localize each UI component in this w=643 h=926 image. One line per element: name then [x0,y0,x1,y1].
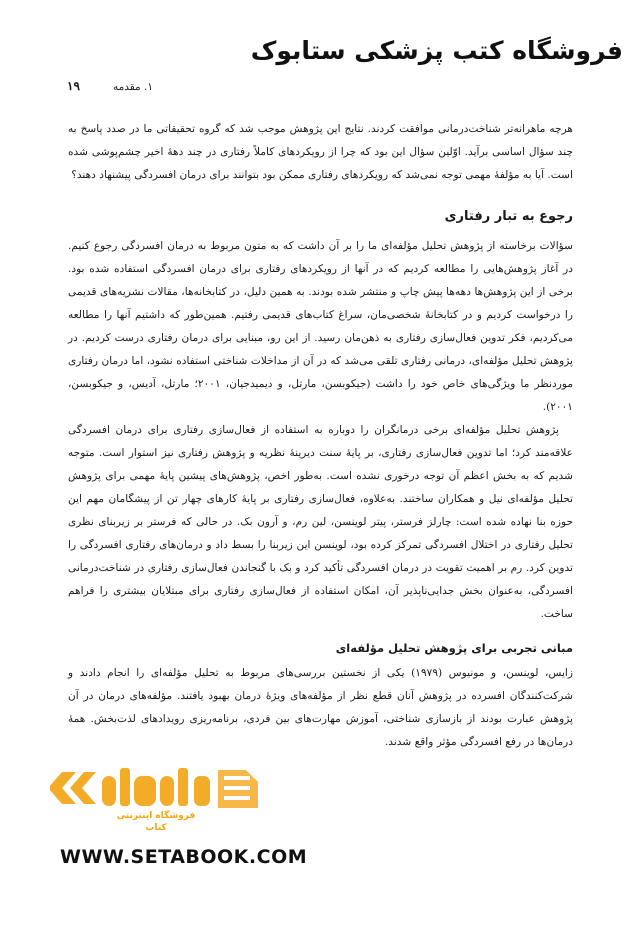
subsection-title-empirical-basis: مبانی تجربی برای پژوهش تحلیل مؤلفه‌ای [335,641,573,655]
chapter-label: ۱. مقدمه [112,81,153,93]
watermark-url: WWW.SETABOOK.COM [60,846,308,868]
watermark-tagline: فروشگاه اینترنتی کتاب [116,811,196,833]
page-number: ۱۹ [67,79,80,93]
running-head [73,80,153,94]
section1-paragraph-1: سؤالات برخاسته از پژوهش تحلیل مؤلفه‌ای ما را بر آن داشت که به متون مربوط به درمان افسردگی رجوع کنیم. در آغاز پژوهش‌هایی را مطالعه کردیم که در آنها از رویکردهای رفتاری برای درمان افسردگی استفاده شده بود. برخی از این پژوهش‌ها دهه‌ها پیش چاپ و منتشر شده بودند. به همین دلیل، در کتابخانه‌ها، مقالات نشریه‌های قدیمی را درخواست کردیم و در کتابخانهٔ شخصی‌مان، سراغ کتاب‌های قدیمی رفتیم. همین‌طور که داشتیم آنها را مطالعه می‌کردیم، فکر تدوین فعال‌سازی رفتاری به ذهن‌مان رسید. از این رو، مبنایی برای درمان رفتاری درست کردیم. در پژوهش تحلیل مؤلفه‌ای، درمانی رفتاری تلقی می‌شد که در آن از مداخلات شناختی استفاده نشود، اما درمان رفتاری موردنظر ما ویژگی‌های خاص خود را داشت (جیکوبسن، مارتل، و دیمیدجیان، ۲۰۰۱؛ مارتل، آدیس، و جیکوبسن، ۲۰۰۱). [68,240,573,413]
page-body [68,118,573,754]
section1-paragraph-2: پژوهش تحلیل مؤلفه‌ای برخی درمانگران را دوباره به استفاده از فعال‌سازی رفتاری برای درمان افسردگی علاقه‌مند کرد؛ اما تدوین فعال‌سازی رفتاری، بر پایهٔ سنت دیرینهٔ نظریه و پژوهش رفتاری نیز استوار است. متوجه شدیم که به بخش اعظم آن توجه درخوری نشده است. به‌طور اخص، پژوهش‌های پیشین پایهٔ مهمی برای پژوهش تحلیل مؤلفه‌ای نیل و همکاران ساختند. به‌علاوه، فعال‌سازی رفتاری بر پایهٔ کارهای چهار تن از پیشگامان مهم این حوزه بنا نهاده شده است: چارلز فرستر، پیتر لوینسن، لین رم، و آرون بک. در حالی که فرستر بر زیربنای نظری تحلیل رفتاری در اختلال افسردگی تمرکز کرده بود، لوینسن این زیربنا را بسط داد و درمان‌های رفتاری افسردگی را تدوین کرد. رم بر اهمیت تقویت در درمان افسردگی تأکید کرد و بک با گنجاندن فعال‌سازی رفتاری در شناخت‌درمانی افسردگی، به‌عنوان بخش جدایی‌ناپذیر آن، امکان استفاده از فعال‌سازی رفتاری برای مبتلایان بیشتری را فراهم ساخت. [68,424,573,620]
intro-paragraph: هرچه ماهرانه‌تر شناخت‌درمانی موافقت کردند. نتایج این پژوهش موجب شد که گروه تحقیقاتی ما در صدد پاسخ به چند سؤال اساسی برآید. اوّلین سؤال این بود که چرا از رویکردهای کاملاً رفتاری در چند دههٔ اخیر چشم‌پوشی شده است. آیا به مؤلفهٔ مهمی توجه نمی‌شد که رویکردهای رفتاری ممکن بود بتوانند برای درمان افسردگی پیشنهاد دهند؟ [68,123,573,181]
store-banner-title: فروشگاه کتب پزشکی ستابوک [250,36,623,65]
section2-paragraph-1: زایس، لوینسن، و مونیوس (۱۹۷۹) یکی از نخستین بررسی‌های مربوط به تحلیل مؤلفه‌ای را انجام دادند و شرکت‌کنندگان افسرده در پژوهش آنان قطع نظر از مؤلفه‌های ویژهٔ درمان بهبود یافتند. مؤلفه‌های درمان در آن پژوهش عبارت بودند از بازسازی شناختی، آموزش مهارت‌های بین فردی، برنامه‌ریزی رویدادهای لذت‌بخش. همهٔ درمان‌ها در رفع افسردگی مؤثر واقع شدند. [68,667,573,748]
section-title-behavioral-roots: رجوع به تبار رفتاری [444,209,573,224]
